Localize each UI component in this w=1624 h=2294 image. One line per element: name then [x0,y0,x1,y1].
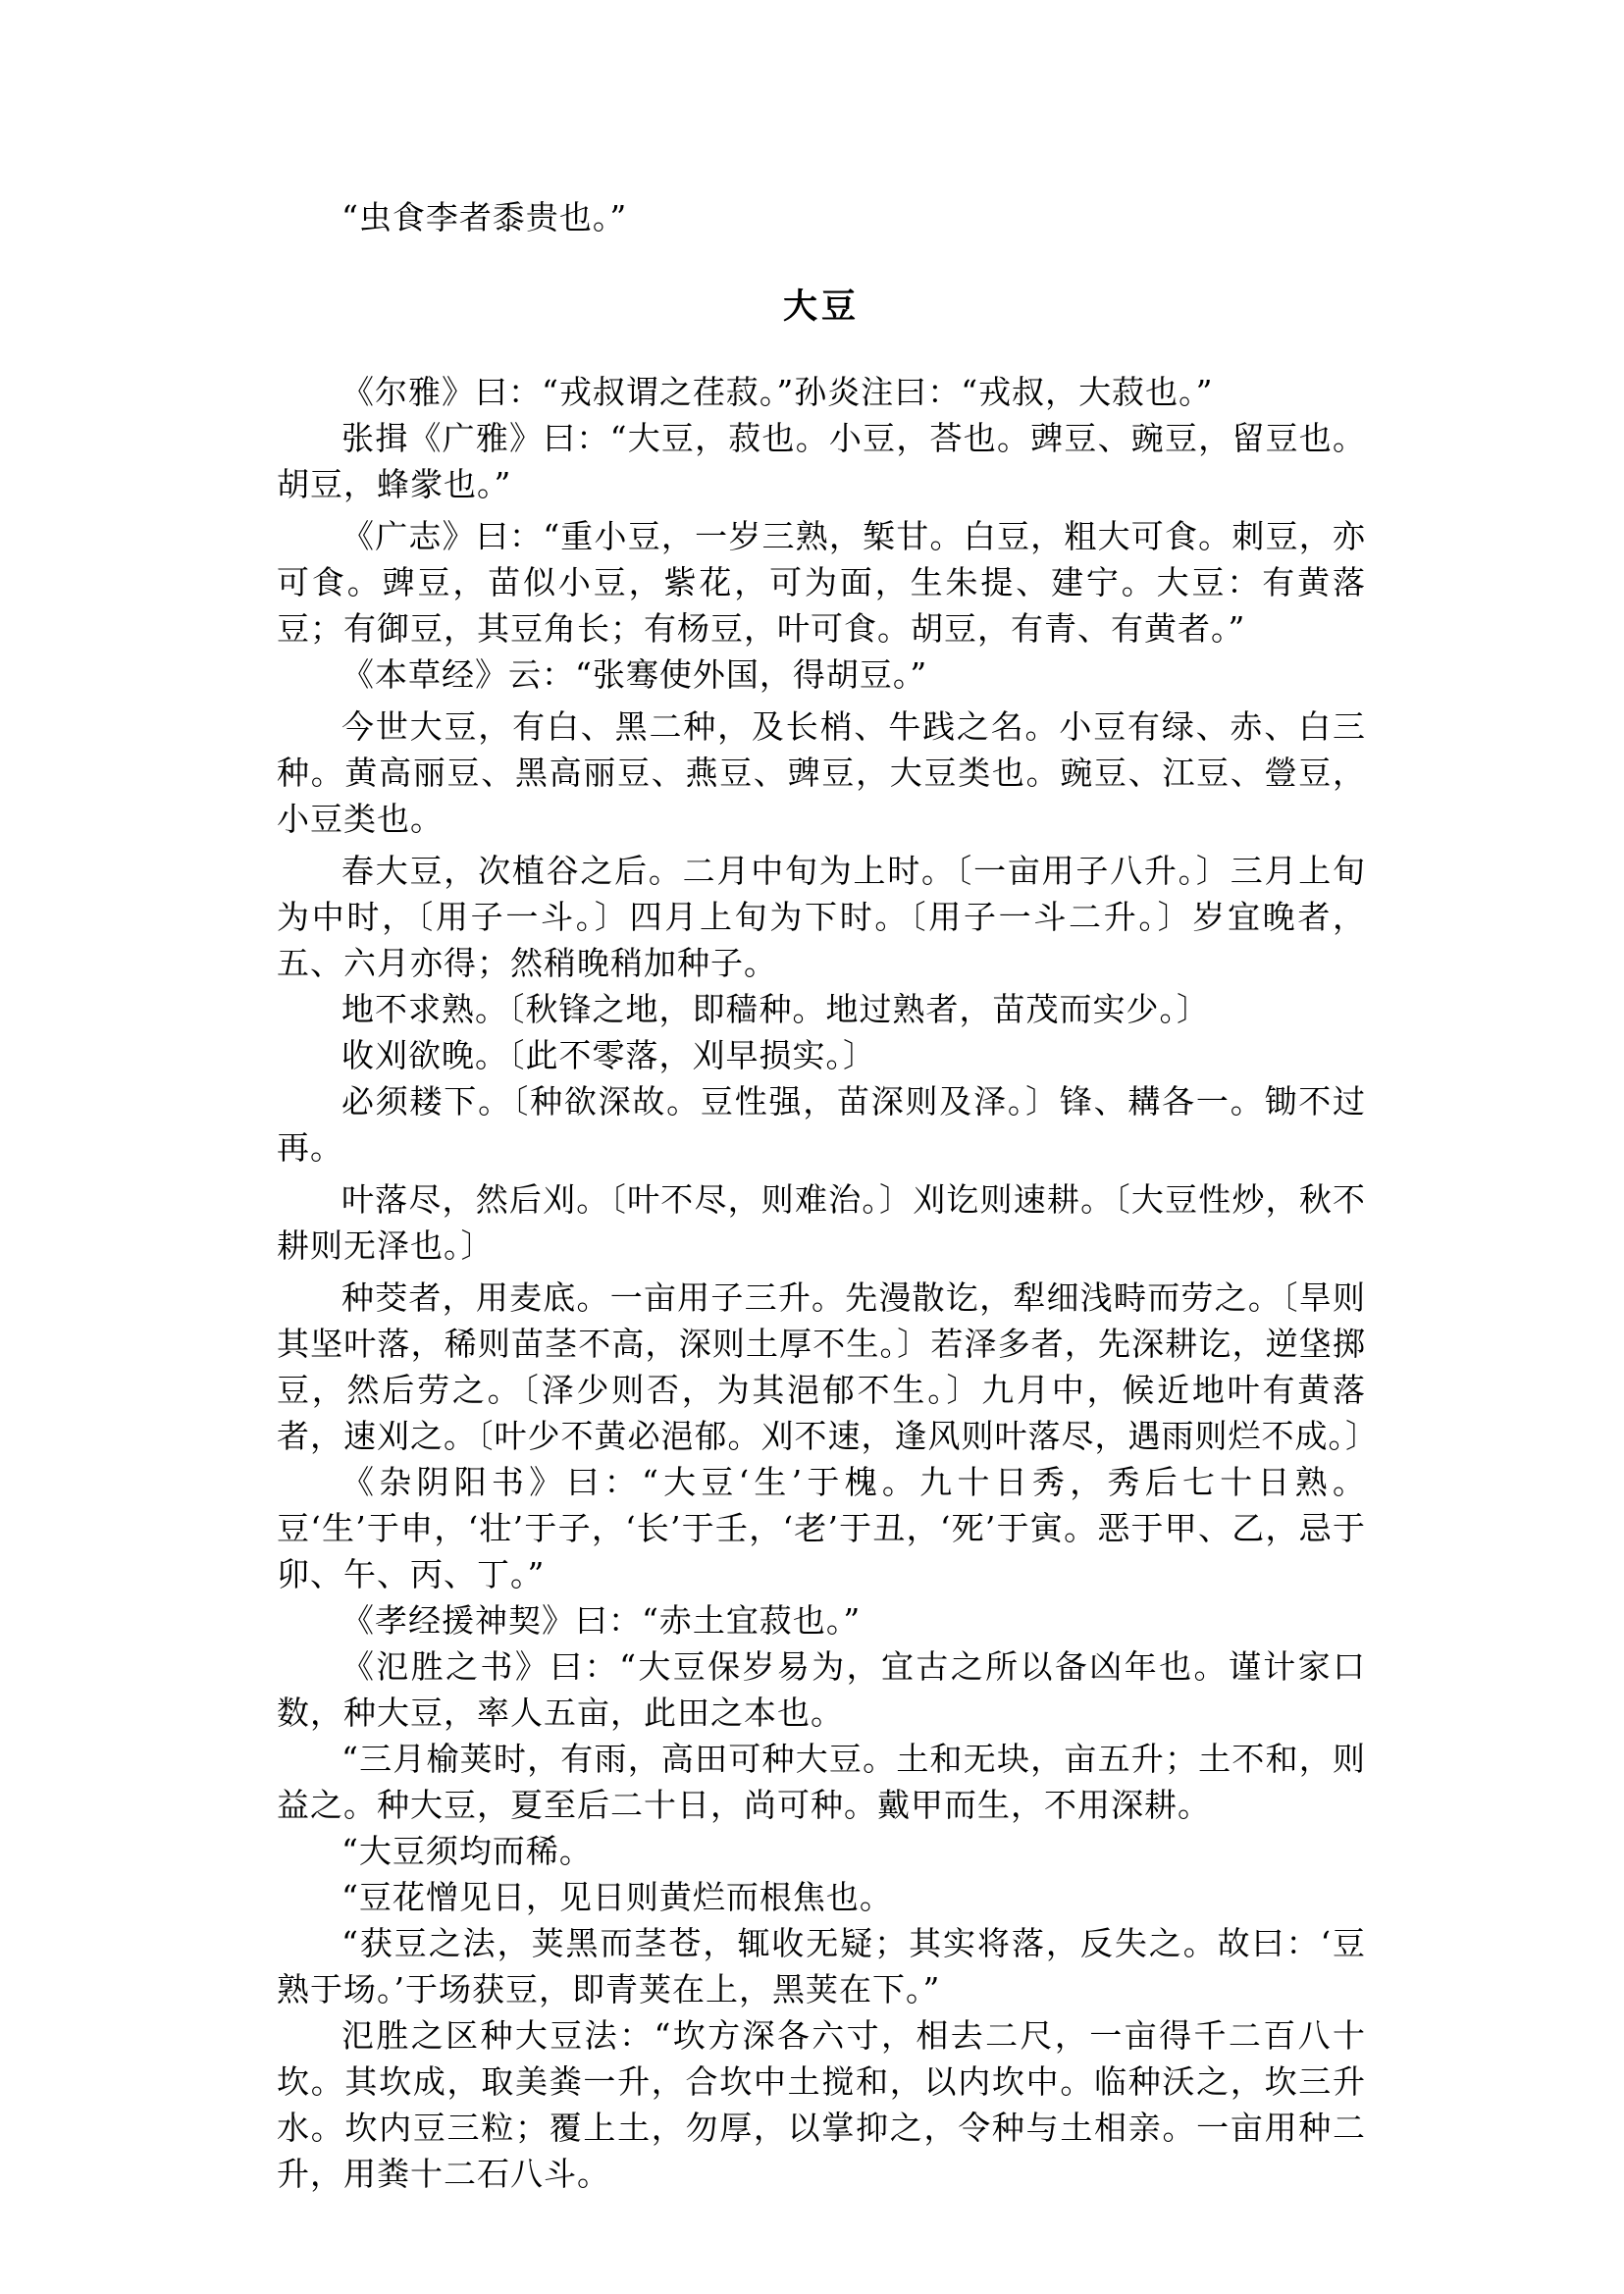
paragraph: 种茭者，用麦底。一亩用子三升。先漫散讫，犁细浅畤而劳之。〔旱则其坚叶落，稀则苗茎不高，深则土厚不生。〕若泽多者，先深耕讫，逆垡掷豆，然后劳之。〔泽少则否，为其浥郁不生。〕九月中，候近地叶有黄落者，速刈之。〔叶少不黄必浥郁。刈不速，逢风则叶落尽，遇雨则烂不成。〕 [277,1278,1379,1455]
paragraph: 《尔雅》曰：“戎叔谓之荏菽。”孙炎注曰：“戎叔，大菽也。” [341,373,1214,411]
paragraph: “大豆须均而稀。 [341,1832,593,1870]
paragraph: 《杂阴阳书》曰：“大豆‘生’于槐。九十日秀，秀后七十日熟。豆‘生’于申，‘壮’于子，‘长’于壬，‘老’于丑，‘死’于寅。恶于甲、乙，忌于卯、午、丙、丁。” [277,1463,1366,1593]
paragraph: 《本草经》云：“张骞使外国，得胡豆。” [341,655,928,694]
paragraph: 春大豆，次植谷之后。二月中旬为上时。〔一亩用子八升。〕三月上旬为中时，〔用子一斗。〕四月上旬为下时。〔用子一斗二升。〕岁宜晚者，五、六月亦得；然稍晚稍加种子。 [277,852,1366,982]
text-column [277,194,1379,2197]
paragraph: 叶落尽，然后刈。〔叶不尽，则难治。〕刈讫则速耕。〔大豆性炒，秋不耕则无泽也。〕 [277,1180,1366,1265]
paragraph: 今世大豆，有白、黑二种，及长梢、牛践之名。小豆有绿、赤、白三种。黄高丽豆、黑高丽豆、燕豆、豍豆，大豆类也。豌豆、江豆、䝁豆，小豆类也。 [277,707,1366,838]
paragraph: 必须耧下。〔种欲深故。豆性强，苗深则及泽。〕锋、耩各一。锄不过再。 [277,1082,1366,1167]
paragraph: 氾胜之区种大豆法：“坎方深各六寸，相去二尺，一亩得千二百八十坎。其坎成，取美粪一升，合坎中土搅和，以内坎中。临种沃之，坎三升水。坎内豆三粒；覆上土，勿厚，以掌抑之，令种与土相亲。一亩用种二升，用粪十二石八斗。 [277,2016,1366,2193]
paragraph: 《孝经援神契》曰：“赤土宜菽也。” [341,1601,862,1640]
paragraph: 《氾胜之书》曰：“大豆保岁易为，宜古之所以备凶年也。谨计家口数，种大豆，率人五亩，此田之本也。 [277,1647,1366,1732]
paragraph: “三月榆荚时，有雨，高田可种大豆。土和无块，亩五升；土不和，则益之。种大豆，夏至后二十日，尚可种。戴甲而生，不用深耕。 [277,1740,1366,1824]
paragraph: 收刈欲晚。〔此不零落，刈早损实。〕 [341,1036,876,1074]
paragraph: 地不求熟。〔秋锋之地，即穑种。地过熟者，苗茂而实少。〕 [341,990,1210,1028]
paragraph-opening-quote: “虫食李者黍贵也。” [341,198,628,236]
paragraph: “获豆之法，荚黑而茎苍，辄收无疑；其实将落，反失之。故曰：‘豆熟于场。’于场获豆，即青荚在上，黑荚在下。” [277,1924,1366,2008]
paragraph: 《广志》曰：“重小豆，一岁三熟，椠甘。白豆，粗大可食。刺豆，亦可食。豍豆，苗似小豆，紫花，可为面，生朱提、建宁。大豆：有黄落豆；有御豆，其豆角长；有杨豆，叶可食。胡豆，有青、有黄者。” [277,517,1366,648]
paragraph: “豆花憎见日，见日则黄烂而根焦也。 [341,1878,893,1916]
section-title: 大豆 [782,287,860,327]
paragraph: 张揖《广雅》曰：“大豆，菽也。小豆，荅也。豍豆、豌豆，留豆也。胡豆，蜂䝉也。” [277,419,1366,503]
